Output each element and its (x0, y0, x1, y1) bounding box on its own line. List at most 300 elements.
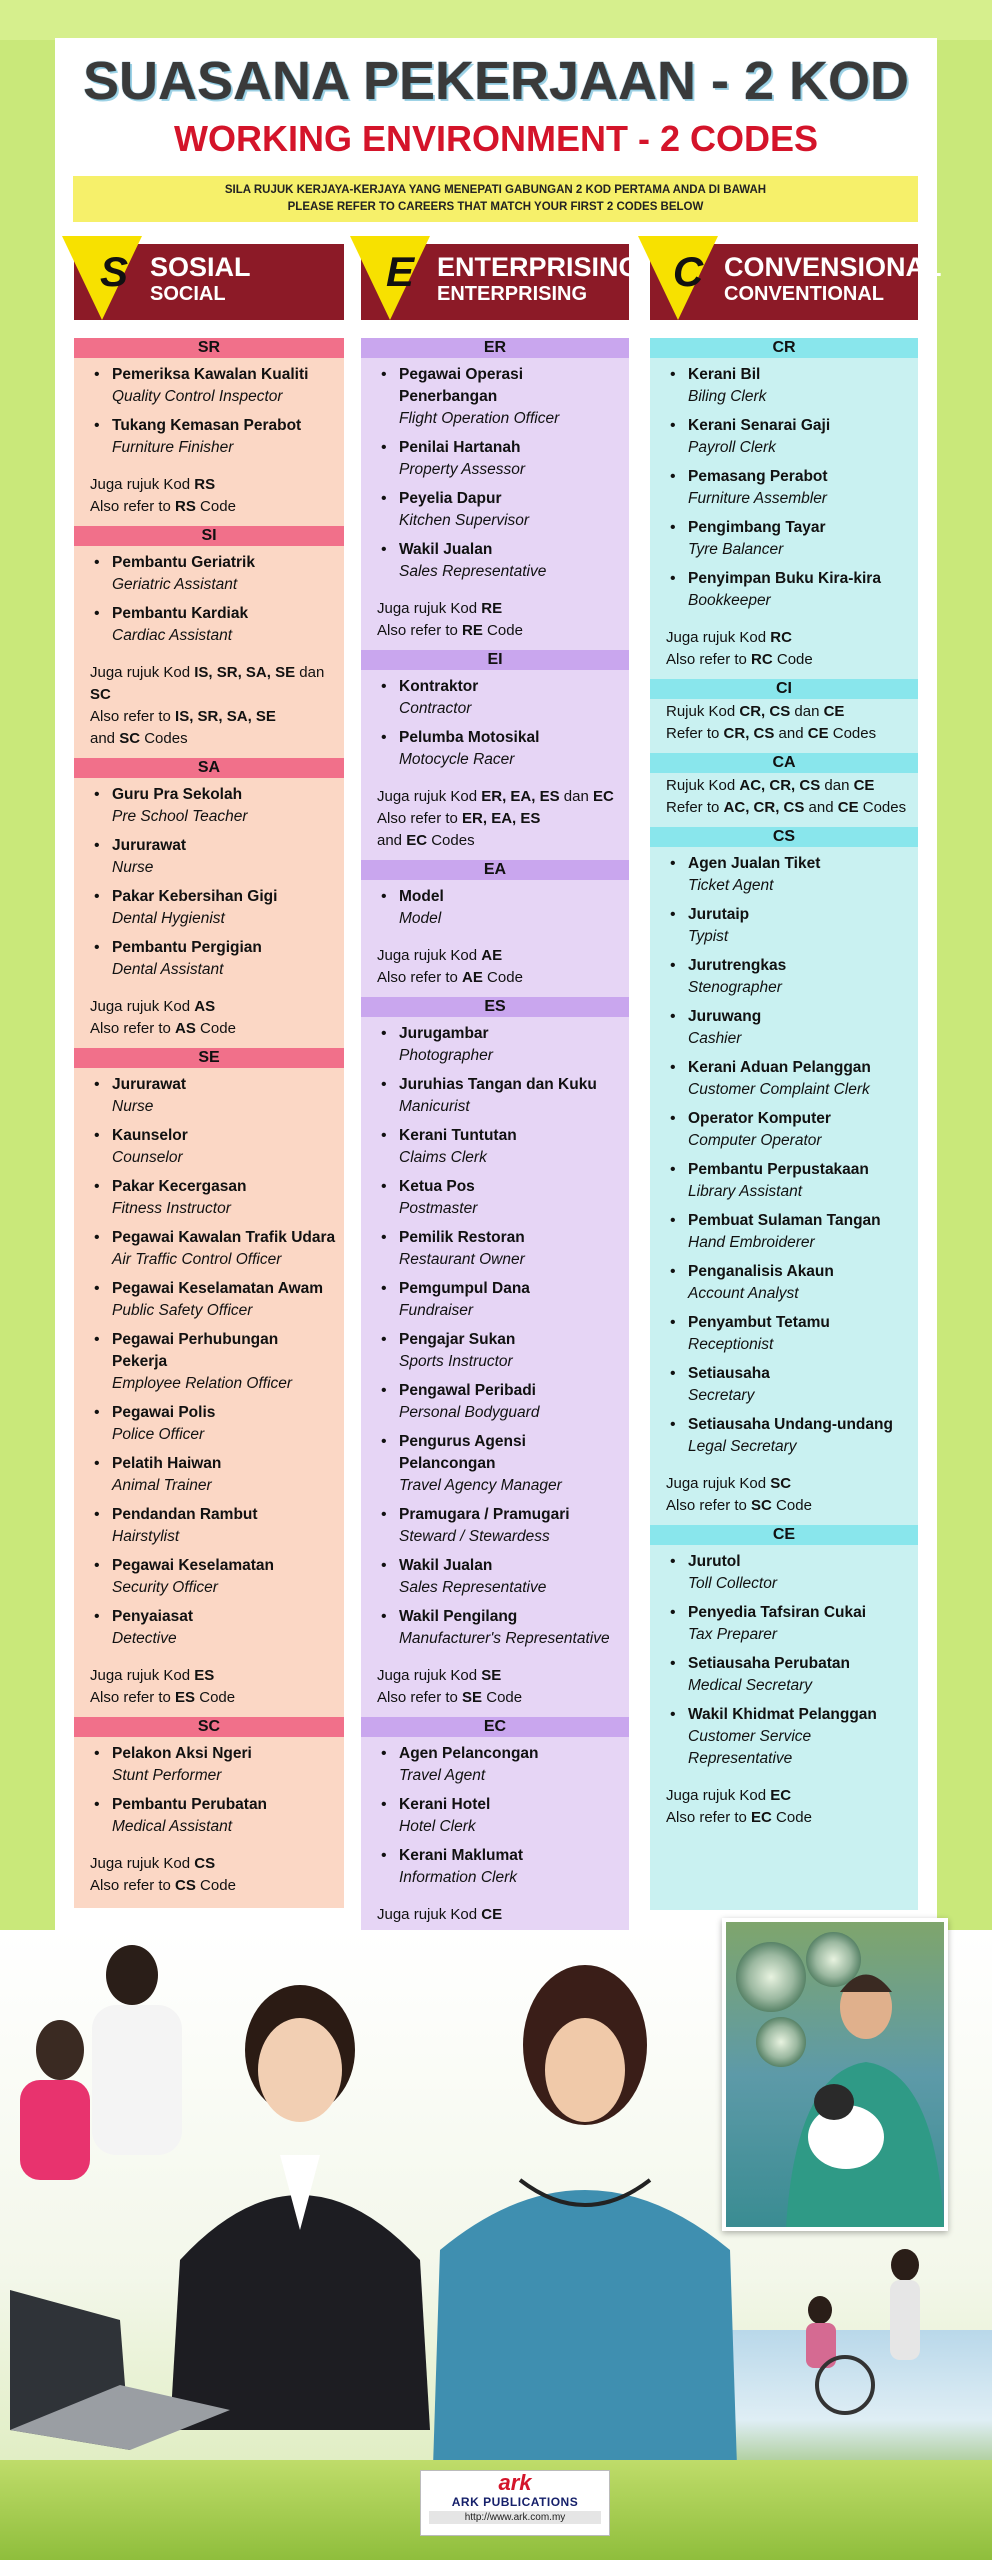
publisher-url[interactable]: http://www.ark.com.my (429, 2511, 601, 2524)
career-name-ms: Juruhias Tangan dan Kuku (399, 1076, 597, 1093)
career-text (112, 1125, 336, 1169)
career-name-ms: Penganalisis Akaun (688, 1263, 834, 1280)
header-enterprising-text (437, 252, 640, 306)
section-code: CS (650, 827, 918, 847)
bullet-icon: • (381, 541, 387, 558)
reference-text: Also refer to (90, 1689, 176, 1706)
career-name-en: Flight Operation Officer (399, 410, 560, 427)
career-name-ms: Wakil Pengilang (399, 1608, 518, 1625)
career-name-ms: Penyedia Tafsiran Cukai (688, 1604, 867, 1621)
bullet-icon: • (670, 519, 676, 536)
reference-text: Refer to (666, 725, 724, 742)
career-name-en: Library Assistant (688, 1183, 802, 1200)
reference-en (666, 797, 910, 819)
reference-en (377, 967, 621, 989)
list-item (90, 603, 336, 647)
list-item (377, 1278, 621, 1322)
code-reference (650, 1471, 918, 1525)
career-name-en: Dental Hygienist (112, 910, 225, 927)
bullet-icon: • (94, 1745, 100, 1762)
reference-text: dan (790, 703, 824, 720)
list-item (377, 1845, 621, 1889)
career-text (688, 415, 910, 459)
reference-code: AS (194, 998, 216, 1015)
career-name-ms: Pembantu Geriatrik (112, 554, 255, 571)
career-text (688, 853, 910, 897)
career-name-en: Fitness Instructor (112, 1200, 231, 1217)
reference-text: Juga rujuk Kod (377, 600, 482, 617)
career-name-en: Geriatric Assistant (112, 576, 238, 593)
section-code: SA (74, 758, 344, 778)
career-name-ms: Setiausaha Undang-undang (688, 1416, 893, 1433)
career-name-ms: Jurutrengkas (688, 957, 787, 974)
reference-code: SE (462, 1689, 483, 1706)
bullet-icon: • (381, 729, 387, 746)
reference-en (377, 620, 621, 642)
career-name-ms: Pengajar Sukan (399, 1331, 516, 1348)
reference-text: Also refer to (666, 651, 752, 668)
list-item (666, 1551, 910, 1595)
career-name-en: Fundraiser (399, 1302, 474, 1319)
career-name-ms: Wakil Khidmat Pelanggan (688, 1706, 877, 1723)
career-name-en: Computer Operator (688, 1132, 822, 1149)
career-name-ms: Pegawai Keselamatan Awam (112, 1280, 324, 1297)
list-item (666, 1261, 910, 1305)
career-text (399, 1555, 621, 1599)
career-name-ms: Pakar Kecergasan (112, 1178, 247, 1195)
career-name-en: Receptionist (688, 1336, 774, 1353)
career-name-ms: Kontraktor (399, 678, 479, 695)
career-text (112, 1743, 336, 1787)
list-item (666, 1312, 910, 1356)
list-item (666, 1057, 910, 1101)
list-item (90, 364, 336, 408)
bullet-icon: • (381, 439, 387, 456)
reference-text: Also refer to (90, 498, 176, 515)
career-text (399, 1176, 621, 1220)
career-text (399, 1329, 621, 1373)
career-list (650, 847, 918, 1471)
list-item (90, 1278, 336, 1322)
career-name-en: Restaurant Owner (399, 1251, 525, 1268)
career-name-en: Quality Control Inspector (112, 388, 283, 405)
list-item (90, 1743, 336, 1787)
career-name-ms: Kerani Maklumat (399, 1847, 524, 1864)
reference-code: CE (481, 1906, 503, 1923)
reference-text: Also refer to (90, 1020, 176, 1037)
list-item (377, 1606, 621, 1650)
reference-ms (377, 598, 621, 620)
career-name-ms: Kerani Aduan Pelanggan (688, 1059, 871, 1076)
bullet-icon: • (670, 366, 676, 383)
career-text (399, 1227, 621, 1271)
career-text (112, 1794, 336, 1838)
reference-text: Codes (140, 730, 188, 747)
bullet-icon: • (670, 1212, 676, 1229)
list-item (377, 1329, 621, 1373)
career-name-ms: Pembantu Kardiak (112, 605, 249, 622)
list-item (666, 466, 910, 510)
reference-text: Codes (828, 725, 877, 742)
career-name-en: Police Officer (112, 1426, 205, 1443)
reference-code: AE (481, 947, 503, 964)
reference-text: Code (482, 1689, 523, 1706)
career-name-ms: Pengawal Peribadi (399, 1382, 536, 1399)
bullet-icon: • (670, 1110, 676, 1127)
career-name-en: Claims Clerk (399, 1149, 487, 1166)
career-name-en: Hairstylist (112, 1528, 180, 1545)
reference-code: EC (751, 1809, 772, 1826)
career-text (399, 1606, 621, 1650)
career-name-ms: Kerani Hotel (399, 1796, 491, 1813)
career-name-en: Manicurist (399, 1098, 470, 1115)
reference-text: Juga rujuk Kod (90, 664, 195, 681)
bullet-icon: • (94, 1076, 100, 1093)
bullet-icon: • (670, 855, 676, 872)
career-text (112, 1606, 336, 1650)
career-name-en: Tyre Balancer (688, 541, 784, 558)
code-reference (74, 1851, 344, 1905)
letter-c: C (672, 248, 704, 295)
reference-code: CS (175, 1877, 196, 1894)
reference-text: Juga rujuk Kod (377, 1667, 482, 1684)
code-reference (650, 773, 918, 827)
list-item (90, 937, 336, 981)
reference-text: dan (295, 664, 325, 681)
career-name-en: Dental Assistant (112, 961, 224, 978)
career-name-ms: Tukang Kemasan Perabot (112, 417, 302, 434)
code-reference (361, 943, 629, 997)
career-name-en: Property Assessor (399, 461, 526, 478)
list-item (90, 552, 336, 596)
reference-text: Juga rujuk Kod (90, 476, 195, 493)
career-text (688, 466, 910, 510)
reference-text: dan (559, 788, 593, 805)
section-code: SR (74, 338, 344, 358)
reference-ms (666, 775, 910, 797)
list-item (377, 1794, 621, 1838)
career-text (112, 784, 336, 828)
code-reference (74, 1663, 344, 1717)
reference-text: Juga rujuk Kod (666, 1787, 771, 1804)
career-name-en: Customer Complaint Clerk (688, 1081, 870, 1098)
reference-en (90, 1018, 336, 1040)
career-name-en: Kitchen Supervisor (399, 512, 530, 529)
code-reference (361, 1663, 629, 1717)
list-item (377, 1125, 621, 1169)
career-name-ms: Pegawai Polis (112, 1404, 216, 1421)
reference-code: RE (462, 622, 483, 639)
bullet-icon: • (381, 1796, 387, 1813)
career-text (112, 364, 336, 408)
list-item (90, 1402, 336, 1446)
list-item (666, 517, 910, 561)
career-text (399, 488, 621, 532)
reference-code: CE (823, 703, 845, 720)
career-text (112, 1555, 336, 1599)
reference-text: Code (482, 969, 523, 986)
bullet-icon: • (381, 1745, 387, 1762)
list-item (666, 1159, 910, 1203)
career-name-en: Hand Embroiderer (688, 1234, 815, 1251)
career-name-en: Information Clerk (399, 1869, 518, 1886)
career-text (688, 1414, 910, 1458)
list-item (377, 488, 621, 532)
reference-ms (90, 1853, 336, 1875)
list-item (377, 1431, 621, 1497)
bullet-icon: • (670, 906, 676, 923)
career-text (112, 1278, 336, 1322)
reference-text: Also refer to (90, 708, 176, 725)
reference-code: ES (194, 1667, 215, 1684)
career-name-ms: Jururawat (112, 1076, 187, 1093)
bullet-icon: • (381, 1847, 387, 1864)
bullet-icon: • (94, 1229, 100, 1246)
career-name-ms: Pengimbang Tayar (688, 519, 826, 536)
career-name-en: Payroll Clerk (688, 439, 776, 456)
bullet-icon: • (670, 957, 676, 974)
bullet-icon: • (381, 1280, 387, 1297)
career-name-ms: Agen Pelancongan (399, 1745, 539, 1762)
career-name-ms: Pegawai Operasi Penerbangan (399, 366, 524, 405)
bullet-icon: • (94, 605, 100, 622)
career-name-en: Sports Instructor (399, 1353, 513, 1370)
career-name-en: Postmaster (399, 1200, 478, 1217)
reference-text: Juga rujuk Kod (90, 998, 195, 1015)
code-reference (650, 625, 918, 679)
reference-code: SC (90, 686, 111, 703)
career-text (688, 517, 910, 561)
career-name-ms: Pengurus Agensi Pelancongan (399, 1433, 526, 1472)
reference-text: Juga rujuk Kod (90, 1855, 195, 1872)
reference-ms (377, 1904, 621, 1926)
reference-code: SC (119, 730, 141, 747)
bullet-icon: • (94, 1796, 100, 1813)
list-item (90, 415, 336, 459)
list-item (377, 727, 621, 771)
reference-en (90, 1687, 336, 1709)
section-code: SC (74, 1717, 344, 1737)
list-item (90, 1453, 336, 1497)
bullet-icon: • (94, 366, 100, 383)
reference-en (666, 649, 910, 671)
list-item (90, 1329, 336, 1395)
bullet-icon: • (381, 1433, 387, 1450)
career-name-en: Ticket Agent (688, 877, 774, 894)
vet-illustration (726, 1922, 944, 2227)
code-reference (650, 699, 918, 753)
list-item (666, 1210, 910, 1254)
career-name-en: Public Safety Officer (112, 1302, 253, 1319)
list-item (377, 364, 621, 430)
reference-en (377, 1687, 621, 1709)
career-name-ms: Model (399, 888, 444, 905)
career-text (112, 1227, 336, 1271)
list-item (377, 1227, 621, 1271)
career-name-ms: Pemilik Restoran (399, 1229, 525, 1246)
page-subtitle: WORKING ENVIRONMENT - 2 CODES (173, 118, 819, 159)
career-name-en: Photographer (399, 1047, 493, 1064)
career-text (112, 1329, 336, 1395)
career-text (399, 886, 621, 930)
veterinarian-photo (722, 1918, 948, 2231)
career-text (688, 1261, 910, 1305)
career-name-en: Travel Agent (399, 1767, 486, 1784)
list-item (666, 1108, 910, 1152)
career-name-ms: Pemeriksa Kawalan Kualiti (112, 366, 309, 383)
career-list (74, 546, 344, 660)
career-name-ms: Pakar Kebersihan Gigi (112, 888, 278, 905)
bullet-icon: • (381, 1127, 387, 1144)
code-reference (650, 1783, 918, 1837)
career-name-en: Counselor (112, 1149, 183, 1166)
career-text (112, 1074, 336, 1118)
section-code: CA (650, 753, 918, 773)
career-name-en: Pre School Teacher (112, 808, 248, 825)
bullet-icon: • (670, 1365, 676, 1382)
bullet-icon: • (670, 1161, 676, 1178)
reference-en (666, 1807, 910, 1829)
list-item (666, 853, 910, 897)
career-text (399, 1504, 621, 1548)
reference-ms (666, 627, 910, 649)
reference-code: ER, EA, ES (481, 788, 560, 805)
career-text (688, 904, 910, 948)
career-name-en: Personal Bodyguard (399, 1404, 540, 1421)
reference-code: IS, SR, SA, SE (175, 708, 276, 725)
reference-text: Juga rujuk Kod (666, 629, 771, 646)
reference-code: IS, SR, SA, SE (194, 664, 296, 681)
reference-code: RC (751, 651, 773, 668)
career-name-ms: Agen Jualan Tiket (688, 855, 821, 872)
career-name-ms: Pembantu Perpustakaan (688, 1161, 869, 1178)
header-conventional-en: CONVENTIONAL (724, 283, 884, 305)
career-text (399, 1431, 621, 1497)
reference-text: Code (771, 1497, 812, 1514)
career-name-ms: Pelakon Aksi Ngeri (112, 1745, 252, 1762)
career-name-en: Bookkeeper (688, 592, 771, 609)
reference-code: CR, CS (723, 725, 775, 742)
career-name-ms: Juruwang (688, 1008, 762, 1025)
career-name-en: Nurse (112, 1098, 154, 1115)
list-item (666, 1006, 910, 1050)
reference-text: Code (771, 1809, 812, 1826)
reference-text: Also refer to (666, 1497, 752, 1514)
reference-ms (666, 1473, 910, 1495)
career-text (112, 1176, 336, 1220)
career-name-ms: Penilai Hartanah (399, 439, 521, 456)
reference-en (90, 706, 336, 728)
section-code: EC (361, 1717, 629, 1737)
career-text (112, 415, 336, 459)
career-text (688, 1363, 910, 1407)
career-name-ms: Pelatih Haiwan (112, 1455, 222, 1472)
list-item (90, 1176, 336, 1220)
reference-code: RE (481, 600, 503, 617)
header-social-text (150, 252, 251, 306)
bullet-icon: • (381, 1229, 387, 1246)
reference-text: Code (772, 651, 813, 668)
career-name-ms: Jururawat (112, 837, 187, 854)
section-code: CI (650, 679, 918, 699)
bullet-icon: • (381, 1506, 387, 1523)
career-name-en: Travel Agency Manager (399, 1477, 562, 1494)
career-text (688, 1006, 910, 1050)
bullet-icon: • (670, 1263, 676, 1280)
list-item (666, 1602, 910, 1646)
instruction-note (73, 176, 918, 222)
reference-en (666, 1495, 910, 1517)
reference-text: and (804, 799, 838, 816)
list-item (666, 1363, 910, 1407)
header-enterprising-en: ENTERPRISING (437, 283, 588, 305)
reference-code: RS (175, 498, 196, 515)
career-name-ms: Pendandan Rambut (112, 1506, 258, 1523)
career-name-ms: Jurutaip (688, 906, 750, 923)
career-list (361, 670, 629, 784)
career-text (688, 1108, 910, 1152)
career-text (399, 539, 621, 583)
header-enterprising-ms: ENTERPRISING (437, 252, 640, 282)
bullet-icon: • (94, 786, 100, 803)
reference-code: CE (853, 777, 875, 794)
career-name-en: Toll Collector (688, 1575, 778, 1592)
career-text (399, 676, 621, 720)
career-name-ms: Kaunselor (112, 1127, 188, 1144)
career-name-en: Biling Clerk (688, 388, 767, 405)
career-text (399, 1125, 621, 1169)
career-name-en: Secretary (688, 1387, 755, 1404)
header-social-en: SOCIAL (150, 283, 226, 305)
career-text (399, 727, 621, 771)
career-list (74, 1068, 344, 1663)
career-name-ms: Pegawai Keselamatan (112, 1557, 274, 1574)
bullet-icon: • (381, 490, 387, 507)
bullet-icon: • (94, 1506, 100, 1523)
career-text (399, 364, 621, 430)
career-name-ms: Kerani Bil (688, 366, 761, 383)
reference-ms (377, 1665, 621, 1687)
career-list (74, 778, 344, 994)
career-name-en: Motocycle Racer (399, 751, 515, 768)
reference-text: Also refer to (90, 1877, 176, 1894)
career-name-en: Cashier (688, 1030, 742, 1047)
background-top (0, 0, 992, 40)
bullet-icon: • (381, 1178, 387, 1195)
list-item (377, 437, 621, 481)
career-text (399, 1380, 621, 1424)
bullet-icon: • (381, 1076, 387, 1093)
list-item (377, 539, 621, 583)
career-text (688, 955, 910, 999)
career-name-en: Manufacturer's Representative (399, 1630, 610, 1647)
section-code: CE (650, 1525, 918, 1545)
career-text (112, 603, 336, 647)
instruction-en: PLEASE REFER TO CAREERS THAT MATCH YOUR FIRST 2 CODES BELOW (287, 201, 704, 213)
career-list (650, 1545, 918, 1783)
bullet-icon: • (94, 1608, 100, 1625)
career-text (688, 1602, 910, 1646)
career-name-ms: Pembuat Sulaman Tangan (688, 1212, 881, 1229)
list-item (666, 364, 910, 408)
list-item (666, 415, 910, 459)
career-name-en: Security Officer (112, 1579, 218, 1596)
career-list (361, 1017, 629, 1663)
reference-text: Juga rujuk Kod (377, 947, 482, 964)
section-code: CR (650, 338, 918, 358)
list-item (377, 886, 621, 930)
list-item (90, 1227, 336, 1271)
